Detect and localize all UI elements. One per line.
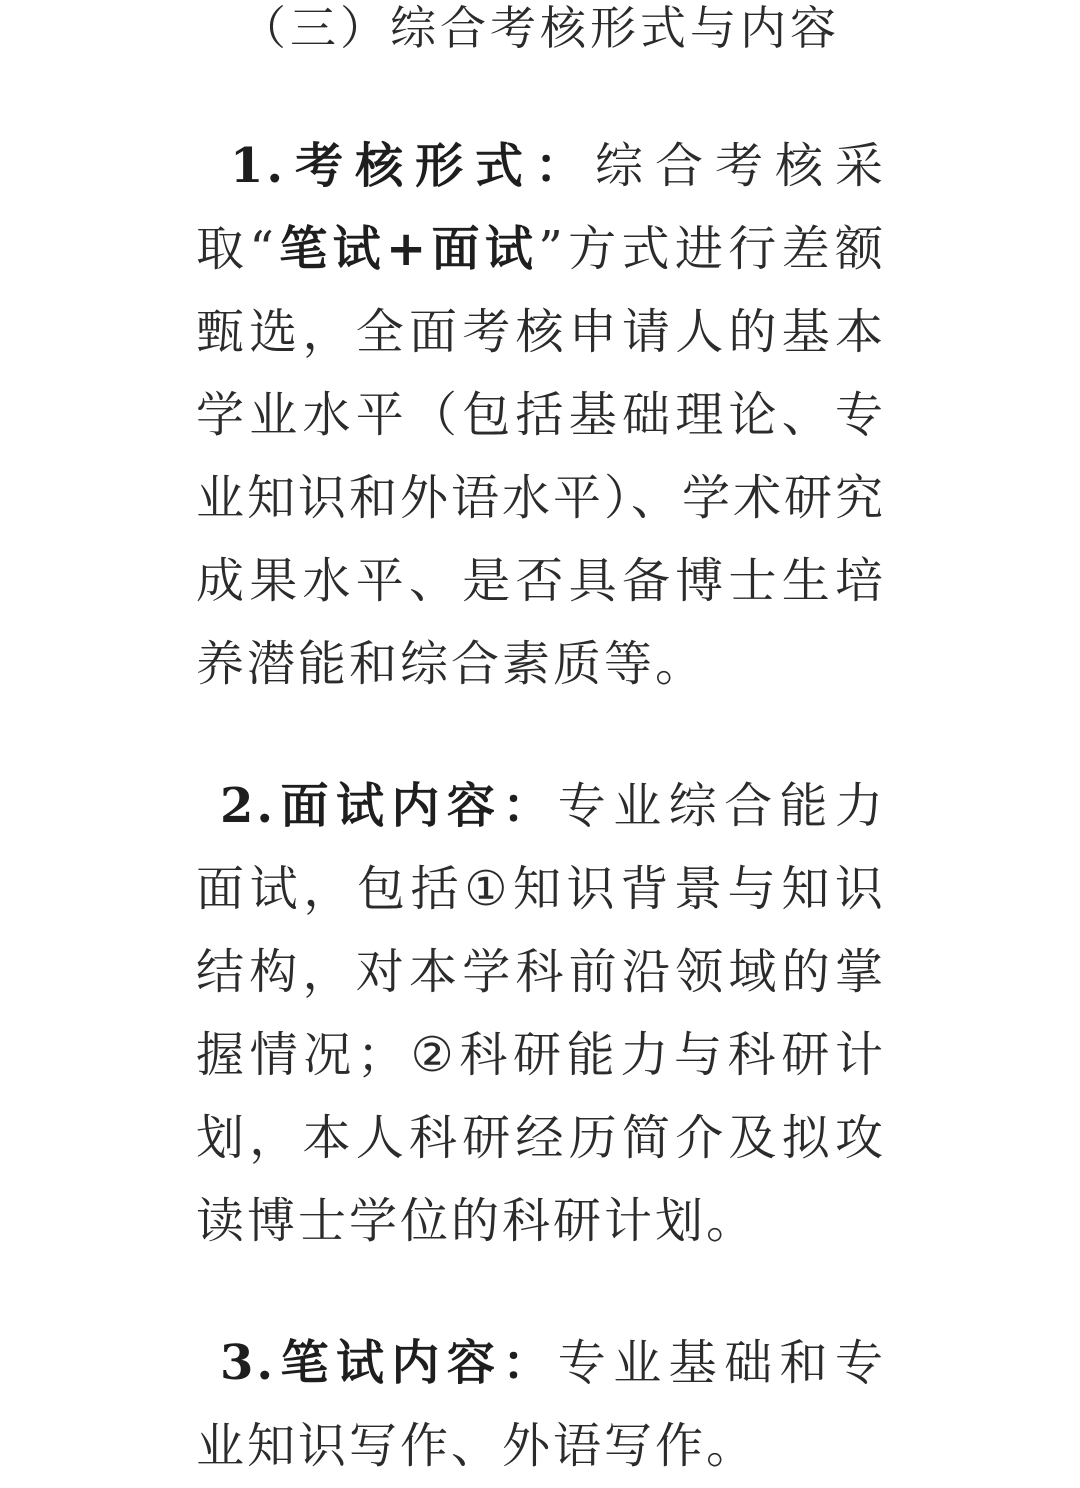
item-text-assessment-format: 方式进行差额甄选，全面考核申请人的基本学业水平（包括基础理论、专业知识和外语水平）、学术研究成果水平、是否具备博士生培养潜能和综合素质等。	[196, 221, 887, 692]
item-text-written-exam-content: 专业基础和专业知识写作、外语写作。	[196, 1335, 886, 1474]
quote-close-mark: ”	[538, 221, 566, 277]
item-emphasis-written-plus-interview: 笔试+面试	[276, 221, 539, 277]
paragraph-assessment-format	[196, 125, 886, 706]
item-text-assessment-intro: 综合考核采取	[196, 138, 886, 277]
section-title: （三）综合考核形式与内容	[240, 1, 840, 55]
paragraph-written-exam-content	[196, 1322, 886, 1488]
item-label-written-exam-content: 3.笔试内容：	[220, 1335, 558, 1391]
item-label-assessment-format: 1.考核形式：	[230, 138, 596, 194]
quote-open-mark: “	[249, 221, 277, 277]
item-text-interview-content: 专业综合能力面试，包括①知识背景与知识结构，对本学科前沿领域的掌握情况；②科研能力与科研计划，本人科研经历简介及拟攻读博士学位的科研计划。	[196, 778, 886, 1249]
paragraph-interview-content	[196, 765, 886, 1263]
item-label-interview-content: 2.面试内容：	[220, 778, 558, 834]
